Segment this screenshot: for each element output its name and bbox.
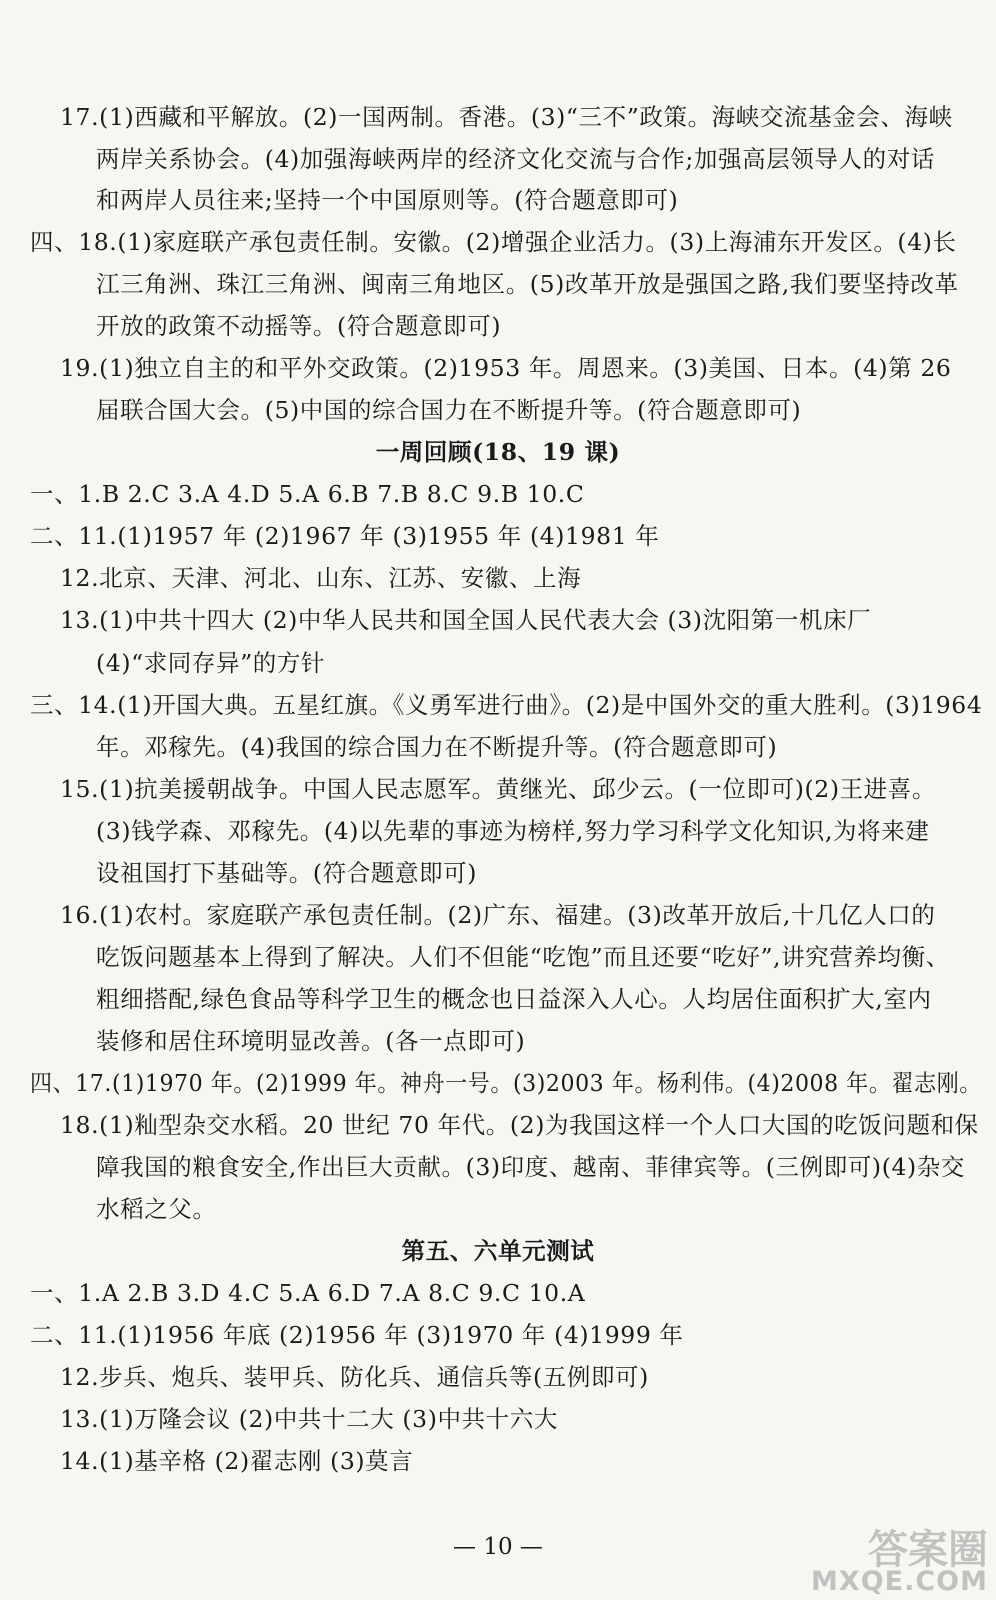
text-line: 13.(1)中共十四大 (2)中华人民共和国全国人民代表大会 (3)沈阳第一机床厂 [60, 606, 872, 634]
text-line: 一、1.B 2.C 3.A 4.D 5.A 6.B 7.B 8.C 9.B 10.C [30, 480, 585, 508]
section-heading: 一周回顾(18、19 课) [375, 438, 621, 466]
text-line: 两岸关系协会。(4)加强海峡两岸的经济文化交流与合作;加强高层领导人的对话 [96, 145, 935, 173]
section-heading: 第五、六单元测试 [401, 1237, 595, 1265]
text-line: 障我国的粮食安全,作出巨大贡献。(3)印度、越南、菲律宾等。(三例即可)(4)杂交 [96, 1153, 965, 1181]
text-line: 16.(1)农村。家庭联产承包责任制。(2)广东、福建。(3)改革开放后,十几亿人口的 [60, 901, 936, 929]
text-line: 19.(1)独立自主的和平外交政策。(2)1953 年。周恩来。(3)美国、日本。(4)第 26 [60, 354, 952, 382]
text-line: 年。邓稼先。(4)我国的综合国力在不断提升等。(符合题意即可) [96, 733, 778, 761]
text-line: 12.北京、天津、河北、山东、江苏、安徽、上海 [60, 564, 582, 592]
text-line: 设祖国打下基础等。(符合题意即可) [96, 859, 478, 887]
text-line: 吃饭问题基本上得到了解决。人们不但能“吃饱”而且还要“吃好”,讲究营养均衡、 [96, 943, 950, 971]
text-line: (3)钱学森、邓稼先。(4)以先辈的事迹为榜样,努力学习科学文化知识,为将来建 [96, 817, 930, 845]
watermark-text-latin: MXQE.COM [811, 1566, 988, 1597]
text-line: 开放的政策不动摇等。(符合题意即可) [96, 312, 502, 340]
text-line: 江三角洲、珠江三角洲、闽南三角地区。(5)改革开放是强国之路,我们要坚持改革 [96, 270, 959, 298]
text-line: 装修和居住环境明显改善。(各一点即可) [96, 1027, 526, 1055]
text-line: 14.(1)基辛格 (2)翟志刚 (3)莫言 [60, 1447, 414, 1475]
text-line: 水稻之父。 [96, 1195, 217, 1223]
watermark-text-chinese: 答案圈 [868, 1527, 988, 1573]
text-line: 12.步兵、炮兵、装甲兵、防化兵、通信兵等(五例即可) [60, 1363, 649, 1391]
text-line: 二、11.(1)1956 年底 (2)1956 年 (3)1970 年 (4)1999 年 [30, 1321, 684, 1349]
text-line: 18.(1)籼型杂交水稻。20 世纪 70 年代。(2)为我国这样一个人口大国的吃饭问题和保 [60, 1111, 979, 1139]
text-line: 15.(1)抗美援朝战争。中国人民志愿军。黄继光、邱少云。(一位即可)(2)王进喜。 [60, 775, 936, 803]
text-line: 13.(1)万隆会议 (2)中共十二大 (3)中共十六大 [60, 1405, 558, 1433]
watermark-logo [778, 1527, 988, 1597]
text-line: 三、14.(1)开国大典。五星红旗。《义勇军进行曲》。(2)是中国外交的重大胜利。(3)1964 [30, 691, 983, 719]
text-line: (4)“求同存异”的方针 [96, 649, 326, 677]
text-line: 二、11.(1)1957 年 (2)1967 年 (3)1955 年 (4)1981 年 [30, 522, 660, 550]
page-number: — 10 — [453, 1534, 543, 1560]
text-line: 17.(1)西藏和平解放。(2)一国两制。香港。(3)“三不”政策。海峡交流基金会、海峡 [60, 103, 953, 131]
text-line: 届联合国大会。(5)中国的综合国力在不断提升等。(符合题意即可) [96, 396, 802, 424]
text-line: 粗细搭配,绿色食品等科学卫生的概念也日益深入人心。人均居住面积扩大,室内 [96, 985, 932, 1013]
text-line: 四、18.(1)家庭联产承包责任制。安徽。(2)增强企业活力。(3)上海浦东开发区。(4)长 [30, 228, 957, 256]
text-line: 一、1.A 2.B 3.D 4.C 5.A 6.D 7.A 8.C 9.C 10.A [30, 1279, 586, 1307]
text-line: 四、17.(1)1970 年。(2)1999 年。神舟一号。(3)2003 年。杨利伟。(4)2008 年。翟志刚。 [30, 1069, 982, 1097]
text-line: 和两岸人员往来;坚持一个中国原则等。(符合题意即可) [96, 186, 679, 214]
